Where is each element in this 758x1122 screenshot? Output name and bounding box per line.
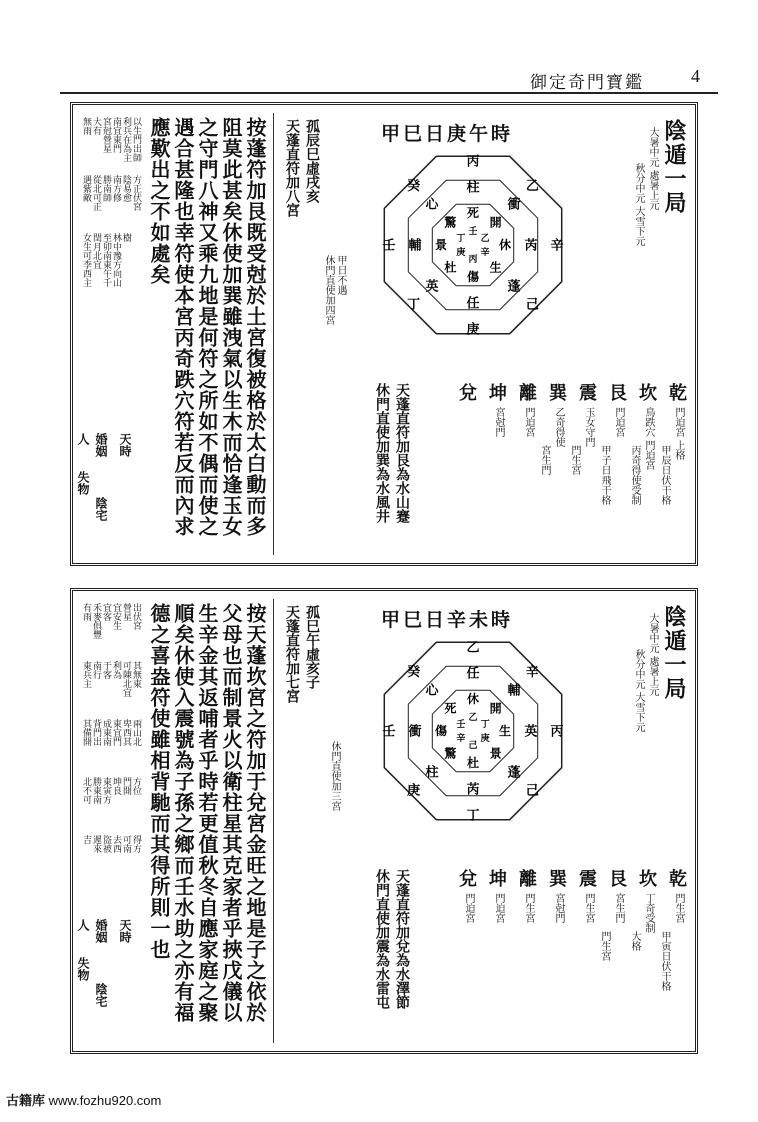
- wheel-char: 輔: [408, 238, 422, 254]
- main-text-line: 阻莫此甚矣休使加巽雖洩氣以生木而恰逢玉女: [219, 117, 243, 537]
- gua-note: 門迫宮: [463, 893, 474, 923]
- term-note: 大暑中元 處暑上元: [647, 613, 658, 697]
- book-title: 御定奇門寶鑑: [530, 73, 644, 93]
- event-note: 其備開: [81, 719, 91, 746]
- main-text-line: 生辛金其返哺者乎時若更值秋冬自應家庭之聚: [195, 603, 219, 1023]
- wheel-char: 生: [489, 260, 502, 275]
- bottom-line: 天蓬直符加艮為水山蹇: [394, 383, 410, 523]
- event-note: 成東南: [101, 719, 111, 746]
- wheel-char: 乙: [480, 234, 490, 244]
- wheel-char: 己: [468, 741, 478, 751]
- event-note: 禾麥俱豐: [91, 603, 101, 639]
- wheel-char: 丙: [468, 255, 478, 265]
- note-line: 甲日不遇: [335, 255, 346, 295]
- term-note: 大暑中元 處暑上元: [647, 127, 658, 211]
- bottom-line: 休門直使加巽為水風井: [374, 383, 390, 523]
- event-note: 其無東: [131, 661, 141, 688]
- wheel-char: 癸: [407, 178, 421, 194]
- event-note: 遲來: [91, 835, 101, 853]
- wheel-char: 生: [498, 724, 512, 738]
- event-label: 陰宅: [94, 497, 108, 521]
- event-note: 去西: [111, 835, 121, 853]
- gua-label: 乾: [666, 869, 687, 887]
- note-line: 孤巳午虛亥子: [304, 605, 320, 689]
- main-text-line: 應歎出之不如處矣: [147, 117, 171, 285]
- gua-label: 巽: [546, 869, 567, 887]
- wheel-char: 丙: [550, 724, 564, 740]
- event-label: 天時: [118, 919, 132, 943]
- event-note: 方正伏宮: [131, 175, 141, 211]
- bottom-line: 天蓬直符加兌為水澤節: [394, 869, 410, 1009]
- wheel-char: 蓬: [507, 279, 521, 295]
- wheel-char: 庚: [456, 248, 466, 258]
- panel-heading: 陰遁一局: [661, 605, 687, 701]
- gua-label: 坤: [486, 869, 507, 887]
- gua-note: 宮尅門: [493, 407, 504, 437]
- main-text-line: 父母也而制景火以衛柱星其克家者乎挾戊儀以: [219, 603, 243, 1023]
- wheel-char: 丁: [480, 720, 490, 730]
- event-note: 吉: [81, 835, 91, 844]
- event-note: 南宜東門: [111, 117, 121, 153]
- gua-label: 艮: [606, 869, 627, 887]
- gua-extra-note: 丙奇得使受制: [629, 445, 640, 505]
- gua-label: 坤: [486, 383, 507, 401]
- event-note: 無雨: [81, 117, 91, 135]
- event-note: 門開: [121, 777, 131, 795]
- event-note: 營星: [121, 603, 131, 621]
- wheel-char: 乙: [525, 178, 539, 194]
- event-note: 宜安生: [111, 603, 121, 630]
- gua-extra-note: 宮生門: [539, 445, 550, 475]
- gua-label: 坎: [636, 869, 657, 887]
- wheel-char: 庚: [466, 322, 480, 338]
- event-note: 宮尅營星: [101, 117, 111, 153]
- wheel-char: 傷: [466, 270, 480, 284]
- gua-label: 兌: [456, 383, 477, 401]
- wheel-char: 壬: [456, 720, 466, 730]
- event-note: 勝東南: [91, 777, 101, 804]
- gua-note: 門迫宮: [613, 407, 624, 437]
- event-note: 可南: [121, 835, 131, 853]
- event-note: 可陳北宜: [121, 661, 131, 697]
- wheel-char: 芮: [524, 238, 538, 254]
- time-title: 甲巳日辛未時: [381, 609, 514, 631]
- gua-note: 宮尅門: [553, 893, 564, 923]
- event-note: 東寅方: [101, 777, 111, 804]
- main-text-line: 順矣休使入震號為子孫之鄉而壬水助之亦有福: [171, 603, 195, 1023]
- wheel-char: 芮: [466, 782, 480, 798]
- wheel-char: 衝: [408, 724, 422, 740]
- gua-note: 鳥跌穴 門迫宮: [643, 407, 654, 471]
- main-text-line: 按蓬符加艮既受尅於土宮復被格於太白動而多: [243, 117, 267, 537]
- wheel-char: 辛: [456, 734, 466, 744]
- gua-label: 震: [576, 869, 597, 887]
- wheel-char: 傷: [434, 724, 448, 738]
- gua-label: 巽: [546, 383, 567, 401]
- wheel-char: 蓬: [507, 765, 521, 781]
- main-text-line: 德之喜盎符使雖相背馳而其得所則一也: [147, 603, 171, 960]
- event-note: 東兵主: [81, 661, 91, 688]
- note-line: 天蓬直符加七宮: [284, 605, 300, 703]
- note-line: 天蓬直符加八宮: [284, 119, 300, 217]
- wheel-char: 壬: [468, 227, 478, 237]
- wheel-char: 癸: [407, 664, 421, 680]
- event-note: 南方修: [111, 175, 121, 202]
- gua-label: 離: [516, 383, 537, 401]
- page-number: 4: [691, 66, 700, 86]
- wheel-char: 柱: [466, 180, 480, 196]
- chart-panel: [70, 102, 698, 566]
- event-note: 至卯南東午千: [101, 233, 111, 287]
- event-label: 天時: [118, 433, 132, 457]
- event-note: 卑西其: [121, 719, 131, 746]
- gua-note: 門生宮: [583, 893, 594, 923]
- gua-note: 宮生門: [613, 893, 624, 923]
- event-note: 坤良: [111, 777, 121, 795]
- event-note: 閏月北宜: [91, 233, 101, 269]
- event-note: 陰易愈: [121, 175, 131, 202]
- wheel-char: 己: [525, 783, 539, 799]
- event-note: 南行: [91, 661, 101, 679]
- wheel-char: 景: [434, 238, 448, 252]
- wheel-char: 辛: [525, 664, 539, 680]
- event-label: 失物: [76, 957, 90, 981]
- gua-label: 震: [576, 383, 597, 401]
- wheel-char: 輔: [507, 683, 521, 699]
- footer: [6, 1090, 161, 1109]
- gua-extra-note: 甲寅日伏干格: [659, 931, 670, 991]
- event-note: 兩山北: [131, 719, 141, 746]
- wheel-char: 休: [466, 692, 480, 706]
- gua-note: 門生宮: [523, 893, 534, 923]
- event-note: 女生可李西主: [81, 233, 91, 287]
- gua-note: 門迫宮: [493, 893, 504, 923]
- term-note: 秋分中元 大雪下元: [633, 649, 644, 733]
- main-text-line: 之守門八神又乘九地是何符之所如不偶而使之: [195, 117, 219, 537]
- wheel-char: 丁: [407, 297, 421, 313]
- wheel-char: 死: [466, 206, 480, 220]
- gua-label: 艮: [606, 383, 627, 401]
- event-note: 從北可正: [91, 175, 101, 211]
- gua-extra-note: 甲子日飛干格: [599, 445, 610, 505]
- event-note: 有雨: [81, 603, 91, 621]
- divider: [273, 113, 274, 555]
- gua-extra-note: 門生宮: [599, 931, 610, 961]
- gua-note: 門迫宮 上格: [673, 407, 684, 461]
- wheel-char: 庚: [407, 783, 421, 799]
- note-line: 孤辰巳虛戌亥: [304, 119, 320, 203]
- event-note: 勝南師: [101, 175, 111, 202]
- wheel-char: 乙: [468, 713, 478, 723]
- wheel-char: 壬: [382, 238, 396, 254]
- event-note: 林中豫方向山: [111, 233, 121, 287]
- wheel-char: 乙: [466, 640, 480, 656]
- gua-label: 離: [516, 869, 537, 887]
- wheel-char: 丁: [466, 808, 480, 824]
- event-note: 大有: [91, 117, 101, 135]
- event-note: 于客: [101, 661, 111, 679]
- wheel-char: 衝: [507, 197, 521, 213]
- event-note: 盜被: [101, 835, 111, 853]
- panel-heading: 陰遁一局: [661, 119, 687, 215]
- main-text-line: 按天蓬坎宮之符加于兌宮金旺之地是子之依於: [243, 603, 267, 1023]
- gua-label: 坎: [636, 383, 657, 401]
- gua-extra-note: 門生宮: [569, 445, 580, 475]
- gua-extra-note: 甲辰日伏干格: [659, 445, 670, 505]
- event-note: 遇紫敵: [81, 175, 91, 202]
- gong-wheel: [373, 631, 573, 831]
- event-note: 利為: [111, 661, 121, 679]
- wheel-char: 開: [489, 215, 502, 230]
- note-line: 休門直使加三宮: [329, 741, 340, 811]
- event-note: 利兵在為主: [121, 117, 131, 162]
- gua-note: 乙奇得使: [553, 407, 564, 447]
- site-url[interactable]: www.fozhu920.com: [48, 1093, 162, 1108]
- wheel-char: 柱: [425, 765, 439, 781]
- wheel-char: 辛: [550, 238, 564, 254]
- gua-label: 兌: [456, 869, 477, 887]
- event-label: 失物: [76, 471, 90, 495]
- bottom-line: 休門直使加震為水雷屯: [374, 869, 390, 1009]
- main-text-line: 遇合甚隆也幸符使本宮丙奇跌穴符若反而內求: [171, 117, 195, 537]
- wheel-char: 辛: [480, 248, 490, 258]
- gong-wheel: [373, 145, 573, 345]
- wheel-char: 任: [466, 666, 480, 682]
- wheel-char: 任: [466, 296, 480, 312]
- event-label: 陰宅: [94, 983, 108, 1007]
- gua-note: 丁奇受制: [643, 893, 654, 933]
- wheel-char: 休: [498, 238, 512, 252]
- wheel-char: 壬: [382, 724, 396, 740]
- site-brand: 古籍库: [6, 1093, 46, 1108]
- event-label: 人: [76, 433, 90, 445]
- gua-note: 玉女守門: [583, 407, 594, 447]
- wheel-char: 英: [524, 724, 538, 740]
- wheel-char: 開: [489, 701, 502, 716]
- gua-note: 門生宮: [673, 893, 684, 923]
- wheel-char: 驚: [444, 215, 457, 230]
- event-note: 東宜門: [111, 719, 121, 746]
- event-note: 得方: [131, 835, 141, 853]
- wheel-char: 心: [425, 197, 439, 213]
- event-label: 婚姻: [94, 919, 108, 943]
- term-note: 秋分中元 大雪下元: [633, 163, 644, 247]
- event-note: 宜客: [101, 603, 111, 621]
- wheel-char: 英: [425, 279, 439, 295]
- wheel-char: 景: [489, 746, 502, 761]
- event-note: 北不可: [81, 777, 91, 804]
- wheel-char: 死: [444, 701, 457, 716]
- wheel-char: 杜: [444, 260, 457, 275]
- wheel-char: 庚: [480, 734, 490, 744]
- gua-extra-note: 大格: [629, 931, 640, 951]
- event-note: 樹: [121, 233, 131, 242]
- event-note: 以生門出師: [131, 117, 141, 162]
- gua-note: 門迫宮: [523, 407, 534, 437]
- event-note: 出伏宮: [131, 603, 141, 630]
- wheel-char: 驚: [444, 746, 457, 761]
- page-header: [60, 62, 718, 94]
- wheel-char: 丙: [466, 154, 480, 170]
- event-note: 方位: [131, 777, 141, 795]
- event-label: 婚姻: [94, 433, 108, 457]
- time-title: 甲巳日庚午時: [381, 123, 514, 145]
- event-note: 背門出: [91, 719, 101, 746]
- gua-label: 乾: [666, 383, 687, 401]
- wheel-char: 杜: [466, 756, 480, 770]
- wheel-char: 心: [425, 683, 439, 699]
- note-line: 休門直使加四宮: [323, 255, 334, 325]
- chart-panel: [70, 588, 698, 1054]
- wheel-char: 丁: [456, 234, 466, 244]
- divider: [273, 599, 274, 1043]
- wheel-char: 己: [525, 297, 539, 313]
- event-label: 人: [76, 919, 90, 931]
